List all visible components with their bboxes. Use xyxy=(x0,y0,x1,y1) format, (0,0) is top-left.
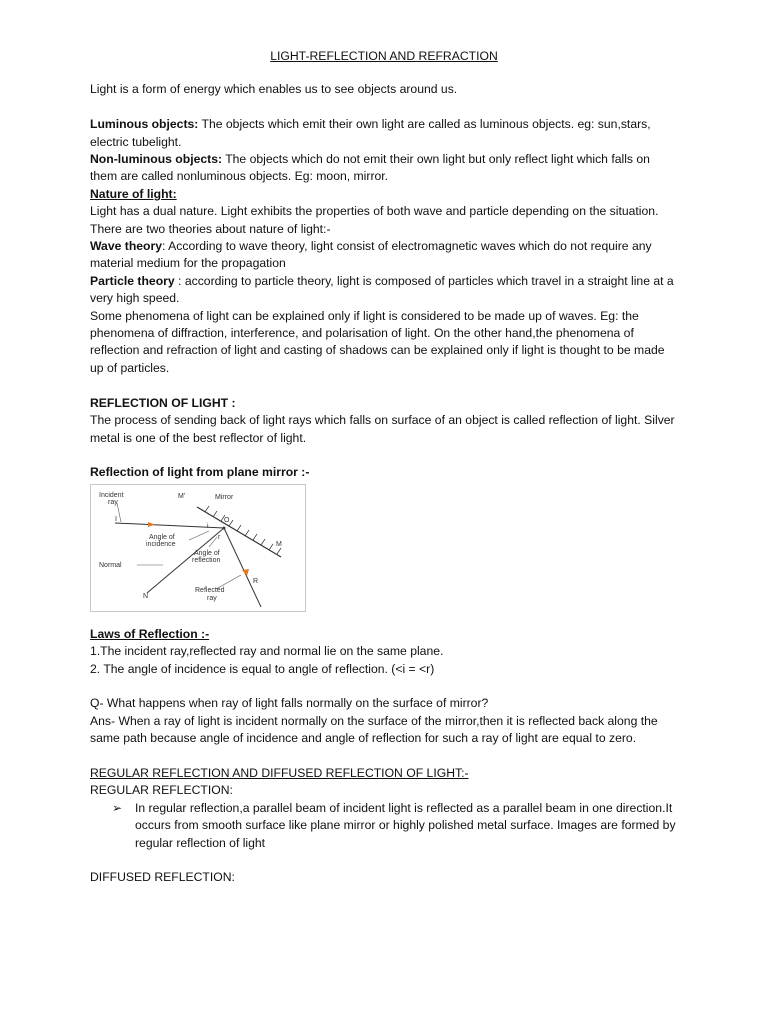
reflected-ray-line xyxy=(224,528,261,607)
plane-mirror-figure xyxy=(90,484,306,612)
label-m-prime: M' xyxy=(178,492,186,500)
particle-paragraph xyxy=(90,273,678,308)
label-angle-incidence-2: incidence xyxy=(146,540,176,548)
particle-term: Particle theory xyxy=(90,273,175,288)
angle-reflection-pointer xyxy=(209,537,217,547)
laws-heading: Laws of Reflection :- xyxy=(90,626,210,641)
label-i-angle: i xyxy=(207,522,209,530)
label-m: M xyxy=(276,540,282,548)
law-2: 2. The angle of incidence is equal to angle of reflection. (<i = <r) xyxy=(90,661,435,676)
luminous-text: The objects which emit their own light are called as luminous objects. eg: sun,stars, electric tubelight. xyxy=(90,117,651,149)
nonluminous-text: The objects which do not emit their own light but only reflect light which falls on them are called nonluminous objects. Eg: moon, mirror. xyxy=(90,152,650,184)
nature-heading: Nature of light: xyxy=(90,186,177,201)
luminous-paragraph xyxy=(90,116,678,151)
wave-paragraph xyxy=(90,238,678,273)
label-mirror: Mirror xyxy=(215,493,234,501)
angle-incidence-pointer xyxy=(189,531,209,540)
label-i-point: I xyxy=(115,515,117,523)
reflection-heading: REFLECTION OF LIGHT : xyxy=(90,395,236,410)
label-angle-reflection-1: Angle of xyxy=(194,549,220,557)
wave-term: Wave theory xyxy=(90,239,163,254)
label-r-angle: r xyxy=(218,533,221,541)
reflection-diagram xyxy=(91,485,305,611)
plane-mirror-heading: Reflection of light from plane mirror :- xyxy=(90,465,310,480)
regular-bullet-item xyxy=(90,800,678,852)
label-reflected-ray-1: Reflected xyxy=(195,586,225,594)
question-paragraph: Q- What happens when ray of light falls normally on the surface of mirror? xyxy=(90,696,489,711)
incident-arrow xyxy=(148,522,155,527)
nonluminous-paragraph xyxy=(90,151,678,186)
nonluminous-term: Non-luminous objects: xyxy=(90,152,223,167)
diffused-heading: DIFFUSED REFLECTION: xyxy=(90,870,235,885)
label-o: O xyxy=(224,516,230,524)
label-angle-incidence-1: Angle of xyxy=(149,533,175,541)
mirror-hatching xyxy=(205,506,281,554)
label-reflected-ray-2: ray xyxy=(207,594,217,602)
doc-title: LIGHT-REFLECTION AND REFRACTION xyxy=(270,49,498,63)
incidence-point xyxy=(223,526,226,529)
label-incident-ray-1: Incident xyxy=(99,491,124,499)
law-1: 1.The incident ray,reflected ray and normal lie on the same plane. xyxy=(90,644,444,659)
wave-text: : According to wave theory, light consist of electromagnetic waves which do not require any material medium for the propagation xyxy=(90,239,652,271)
regular-bullet-text: In regular reflection,a parallel beam of incident light is reflected as a parallel beam in one direction.It occurs from smooth surface like plane mirror or highly polished metal surface. Images are formed by regular reflection of light xyxy=(135,800,676,850)
regular-heading: REGULAR REFLECTION: xyxy=(90,783,233,798)
answer-paragraph: Ans- When a ray of light is incident normally on the surface of the mirror,then it is reflected back along the same path because angle of incidence and angle of reflection for such a ray of light are equal to zero. xyxy=(90,713,658,746)
nature-paragraph: Light has a dual nature. Light exhibits the properties of both wave and particle depending on the situation. There are two theories about nature of light:- xyxy=(90,204,659,236)
label-normal: Normal xyxy=(99,561,122,569)
phenomena-paragraph: Some phenomena of light can be explained only if light is considered to be made up of waves. Eg: the phenomena of diffraction, interference, and polarisation of light. On the other hand,the phenomena of reflection and refraction of light and casting of shadows can be explained only if light is thought to be made up of particles. xyxy=(90,308,665,375)
label-r-point: R xyxy=(253,577,259,585)
label-incident-ray-2: ray xyxy=(108,498,118,506)
document-page xyxy=(90,48,678,887)
arrow-bullet-icon: ➢ xyxy=(112,800,123,815)
regular-diffused-heading: REGULAR REFLECTION AND DIFFUSED REFLECTION OF LIGHT:- xyxy=(90,765,469,780)
label-angle-reflection-2: reflection xyxy=(192,556,221,564)
intro-paragraph: Light is a form of energy which enables us to see objects around us. xyxy=(90,82,458,97)
luminous-term: Luminous objects: xyxy=(90,117,199,132)
label-n: N xyxy=(143,592,149,600)
particle-text: : according to particle theory, light is composed of particles which travel in a straight line at a very high speed. xyxy=(90,273,674,306)
reflection-paragraph: The process of sending back of light rays which falls on surface of an object is called reflection of light. Silver metal is one of the best reflector of light. xyxy=(90,413,675,445)
